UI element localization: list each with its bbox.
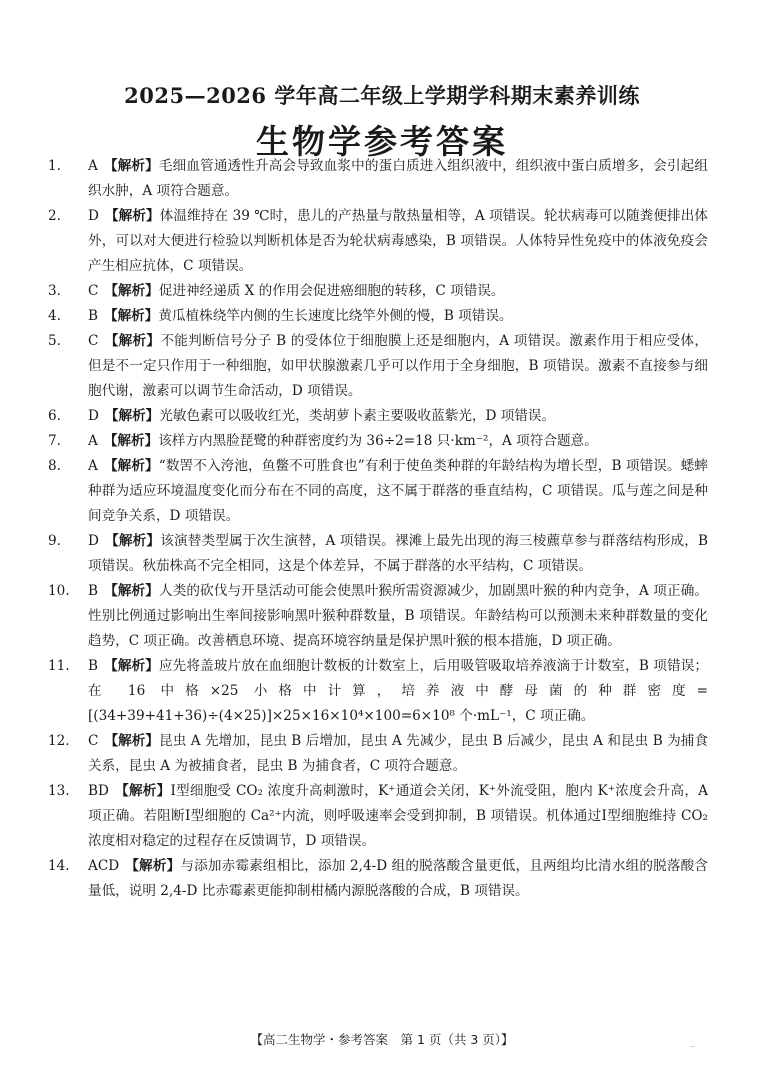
analysis-tag: 【解析】 bbox=[104, 333, 161, 349]
analysis-tag: 【解析】 bbox=[104, 308, 159, 324]
answer-number: 4. bbox=[48, 308, 61, 324]
answer-number: 10. bbox=[48, 583, 70, 599]
answer-number: 6. bbox=[48, 408, 61, 424]
analysis-text: 不能判断信号分子 B 的受体位于细胞膜上还是细胞内，A 项错误。激素作用于相应受体，但是不一定只作用于一种细胞，如甲状腺激素几乎可以作用于全身细胞，B 项错误。激素不直接参与细胞代谢，激素可以调节生命活动，D 项错误。 bbox=[88, 333, 708, 399]
analysis-text: 昆虫 A 先增加，昆虫 B 后增加，昆虫 A 先减少，昆虫 B 后减少，昆虫 A 和昆虫 B 为捕食关系，昆虫 A 为被捕食者，昆虫 B 为捕食者，C 项符合题意。 bbox=[88, 733, 708, 774]
answer-list bbox=[48, 154, 709, 904]
analysis-text: Ⅰ型细胞受 CO₂ 浓度升高刺激时，K⁺通道会关闭，K⁺外流受阻，胞内 K⁺浓度会升高，A 项正确。若阻断Ⅰ型细胞的 Ca²⁺内流，则呼吸速率会受到抑制，B 项错误。机体通过Ⅰ型细胞维持 CO₂ 浓度相对稳定的过程存在反馈调节，D 项错误。 bbox=[88, 783, 708, 849]
answer-item bbox=[48, 329, 708, 404]
answer-key: A bbox=[88, 158, 98, 174]
answer-number: 5. bbox=[48, 333, 61, 349]
analysis-tag: 【解析】 bbox=[104, 208, 160, 224]
answer-item bbox=[48, 454, 708, 529]
analysis-tag: 【解析】 bbox=[103, 158, 159, 174]
analysis-tag: 【解析】 bbox=[104, 733, 160, 749]
page-footer: 【高二生物学・参考答案 第 1 页（共 3 页）】 bbox=[250, 1032, 514, 1047]
answer-number: 1. bbox=[48, 158, 61, 174]
analysis-tag: 【解析】 bbox=[125, 858, 181, 874]
analysis-text: 促进神经递质 X 的作用会促进癌细胞的转移，C 项错误。 bbox=[158, 283, 505, 299]
analysis-tag: 【解析】 bbox=[103, 458, 159, 474]
analysis-tag: 【解析】 bbox=[104, 583, 159, 599]
document-title: 生物学参考答案 bbox=[256, 122, 508, 161]
answer-item bbox=[48, 779, 708, 854]
answer-key: A bbox=[88, 458, 98, 474]
answer-item bbox=[48, 854, 708, 904]
answer-item bbox=[48, 529, 709, 579]
answer-key: D bbox=[88, 408, 99, 424]
analysis-tag: 【解析】 bbox=[114, 783, 171, 799]
answer-key: B bbox=[88, 658, 98, 674]
answer-number: 12. bbox=[48, 733, 70, 749]
answer-key: BD bbox=[88, 783, 109, 799]
answer-number: 14. bbox=[48, 858, 70, 874]
answer-item bbox=[48, 429, 708, 454]
analysis-text: 应先将盖玻片放在血细胞计数板的计数室上，后用吸管吸取培养液滴于计数室，B 项错误；在 16 中格×25 小格中计算，培养液中酵母菌的种群密度=[(34+39+41+36)÷(4×25)]×25×16×10⁴×100=6×10⁸ 个·mL⁻¹，C 项正确。 bbox=[88, 658, 709, 724]
answer-number: 7. bbox=[48, 433, 61, 449]
answer-key: D bbox=[88, 208, 99, 224]
analysis-tag: 【解析】 bbox=[104, 533, 161, 549]
answer-item bbox=[48, 404, 708, 429]
answer-item bbox=[48, 154, 708, 204]
answer-key: B bbox=[88, 308, 98, 324]
analysis-tag: 【解析】 bbox=[104, 283, 159, 299]
answer-number: 2. bbox=[48, 208, 61, 224]
analysis-tag: 【解析】 bbox=[104, 658, 159, 674]
answer-item bbox=[48, 304, 708, 329]
analysis-tag: 【解析】 bbox=[104, 408, 160, 424]
answer-key: C bbox=[88, 733, 99, 749]
answer-key: ACD bbox=[88, 858, 120, 874]
answer-key: A bbox=[88, 433, 98, 449]
analysis-text: 该样方内黑脸琵鹭的种群密度约为 36÷2=18 只·km⁻²，A 项符合题意。 bbox=[158, 433, 598, 449]
footer-mark: .. bbox=[690, 1040, 696, 1049]
answer-item bbox=[48, 279, 708, 304]
answer-number: 8. bbox=[48, 458, 61, 474]
analysis-text: 黄瓜植株绕竿内侧的生长速度比绕竿外侧的慢，B 项错误。 bbox=[158, 308, 513, 324]
analysis-text: “数罟不入洿池，鱼鳖不可胜食也”有利于使鱼类种群的年龄结构为增长型，B 项错误。蟋蟀种群为适应环境温度变化而分布在不同的高度，这不属于群落的垂直结构，C 项错误。瓜与莲之间是种间竞争关系，D 项错误。 bbox=[88, 458, 708, 524]
answer-number: 9. bbox=[48, 533, 61, 549]
answer-number: 13. bbox=[48, 783, 70, 799]
answer-number: 3. bbox=[48, 283, 61, 299]
analysis-text: 光敏色素可以吸收红光，类胡萝卜素主要吸收蓝紫光，D 项错误。 bbox=[159, 408, 556, 424]
analysis-text: 与添加赤霉素组相比，添加 2,4-D 组的脱落酸含量更低，且两组均比清水组的脱落酸含量低，说明 2,4-D 比赤霉素更能抑制柑橘内源脱落酸的合成，B 项错误。 bbox=[88, 858, 708, 899]
answer-key: D bbox=[88, 533, 99, 549]
answer-item bbox=[48, 204, 708, 279]
analysis-text: 毛细血管通透性升高会导致血浆中的蛋白质进入组织液中，组织液中蛋白质增多，会引起组织水肿，A 项符合题意。 bbox=[88, 158, 708, 199]
analysis-text: 该演替类型属于次生演替，A 项错误。裸滩上最先出现的海三棱藨草参与群落结构形成，B 项错误。秋茄株高不完全相同，这是个体差异，不属于群落的水平结构，C 项错误。 bbox=[88, 533, 709, 574]
answer-key: B bbox=[88, 583, 98, 599]
answer-key: C bbox=[88, 283, 99, 299]
answer-number: 11. bbox=[48, 658, 70, 674]
analysis-text: 体温维持在 39 ℃时，患儿的产热量与散热量相等，A 项错误。轮状病毒可以随粪便排出体外，可以对大便进行检验以判断机体是否为轮状病毒感染，B 项错误。人体特异性免疫中的体液免疫会产生相应抗体，C 项错误。 bbox=[88, 208, 708, 274]
answer-key: C bbox=[88, 333, 99, 349]
answer-item bbox=[48, 729, 708, 779]
exam-title: 2025—2026 学年高二年级上学期学科期末素养训练 bbox=[124, 83, 640, 108]
analysis-text: 人类的砍伐与开垦活动可能会使黑叶猴所需资源减少，加剧黑叶猴的种内竞争，A 项正确。性别比例通过影响出生率间接影响黑叶猴种群数量，B 项错误。年龄结构可以预测未来种群数量的变化趋势，C 项正确。改善栖息环境、提高环境容纳量是保护黑叶猴的根本措施，D 项正确。 bbox=[88, 583, 708, 649]
answer-item bbox=[48, 579, 708, 654]
answer-item bbox=[48, 654, 709, 729]
analysis-tag: 【解析】 bbox=[103, 433, 159, 449]
